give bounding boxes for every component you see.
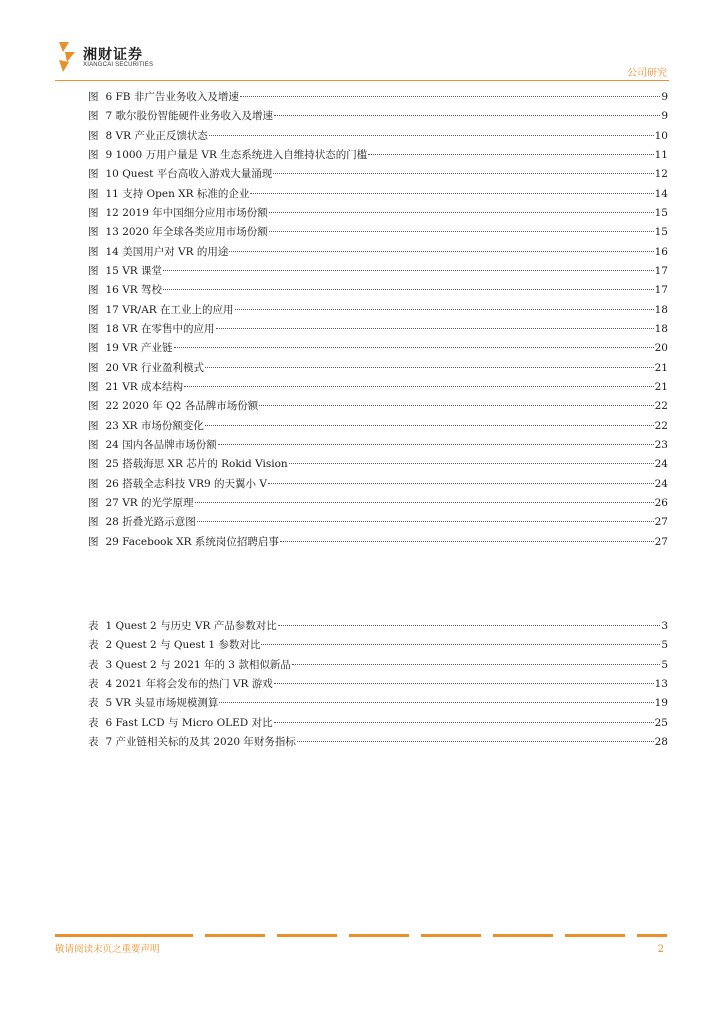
toc-entry[interactable] bbox=[88, 339, 668, 358]
toc-entry[interactable] bbox=[88, 185, 668, 204]
toc-entry[interactable] bbox=[88, 533, 668, 552]
entry-title: 10 Quest 平台高收入游戏大量涌现 bbox=[105, 168, 273, 181]
dot-leader bbox=[195, 502, 654, 503]
entry-prefix: 图 bbox=[88, 187, 99, 200]
entry-title: 28 折叠光路示意图 bbox=[105, 516, 196, 529]
entry-prefix: 图 bbox=[88, 91, 99, 103]
dot-leader bbox=[274, 722, 654, 723]
dot-leader bbox=[292, 664, 660, 665]
entry-page-number: 14 bbox=[654, 187, 668, 200]
entry-prefix: 图 bbox=[88, 264, 99, 277]
entry-page-number: 24 bbox=[654, 477, 668, 490]
entry-prefix: 图 bbox=[88, 110, 99, 123]
entry-page-number: 17 bbox=[654, 284, 668, 297]
footer-rule-segment bbox=[565, 934, 625, 937]
entry-page-number: 15 bbox=[654, 206, 668, 219]
toc-entry[interactable] bbox=[88, 675, 668, 694]
dot-leader bbox=[250, 193, 653, 194]
dot-leader bbox=[278, 625, 661, 626]
entry-title: 21 VR 成本结构 bbox=[105, 380, 184, 393]
entry-page-number: 21 bbox=[654, 380, 668, 393]
toc-entry[interactable] bbox=[88, 127, 668, 146]
dot-leader bbox=[174, 347, 654, 348]
page-number: 2 bbox=[657, 944, 664, 955]
footer-rule-segment bbox=[277, 934, 337, 937]
entry-page-number: 19 bbox=[654, 697, 668, 710]
dot-leader bbox=[261, 644, 660, 645]
entry-title: 14 美国用户对 VR 的用途 bbox=[105, 245, 229, 258]
entry-prefix: 图 bbox=[88, 400, 99, 413]
entry-prefix: 图 bbox=[88, 477, 99, 490]
entry-title: 25 搭载海思 XR 芯片的 Rokid Vision bbox=[105, 458, 288, 471]
entry-prefix: 图 bbox=[88, 361, 99, 374]
entry-prefix: 表 bbox=[88, 639, 99, 652]
entry-title: 17 VR/AR 在工业上的应用 bbox=[105, 303, 234, 316]
figure-list bbox=[88, 88, 668, 552]
entry-title: 15 VR 课堂 bbox=[105, 264, 163, 277]
dot-leader bbox=[274, 683, 654, 684]
entry-title: 6 Fast LCD 与 Micro OLED 对比 bbox=[105, 716, 273, 729]
entry-prefix: 图 bbox=[88, 380, 99, 393]
footer-rule-segment bbox=[349, 934, 409, 937]
entry-title: 11 支持 Open XR 标准的企业 bbox=[105, 187, 250, 200]
dot-leader bbox=[205, 425, 654, 426]
toc-entry[interactable] bbox=[88, 204, 668, 223]
entry-prefix: 图 bbox=[88, 458, 99, 471]
entry-page-number: 12 bbox=[654, 168, 668, 181]
toc-entry[interactable] bbox=[88, 397, 668, 416]
entry-title: 8 VR 产业正反馈状态 bbox=[105, 129, 208, 142]
entry-page-number: 28 bbox=[654, 735, 668, 748]
entry-page-number: 18 bbox=[654, 322, 668, 335]
footer-disclaimer: 敬请阅读末页之重要声明 bbox=[55, 944, 160, 955]
entry-title: 16 VR 驾校 bbox=[105, 284, 163, 297]
table-list bbox=[88, 617, 668, 752]
dot-leader bbox=[259, 405, 653, 406]
entry-page-number: 9 bbox=[661, 91, 668, 103]
toc-entry[interactable] bbox=[88, 107, 668, 126]
toc-entry[interactable] bbox=[88, 636, 668, 655]
entry-page-number: 27 bbox=[654, 535, 668, 548]
dot-leader bbox=[163, 289, 654, 290]
entry-prefix: 图 bbox=[88, 438, 99, 451]
toc-entry[interactable] bbox=[88, 378, 668, 397]
entry-title: 3 Quest 2 与 2021 年的 3 款相似新品 bbox=[105, 658, 291, 671]
toc-entry[interactable] bbox=[88, 281, 668, 300]
entry-title: 6 FB 非广告业务收入及增速 bbox=[105, 91, 239, 103]
entry-prefix: 图 bbox=[88, 535, 99, 548]
toc-entry[interactable] bbox=[88, 513, 668, 532]
toc-entry[interactable] bbox=[88, 88, 668, 107]
entry-prefix: 图 bbox=[88, 206, 99, 219]
dot-leader bbox=[205, 367, 654, 368]
footer-rule-segment bbox=[421, 934, 481, 937]
footer-rule-segment bbox=[205, 934, 265, 937]
entry-title: 29 Facebook XR 系统岗位招聘启事 bbox=[105, 535, 279, 548]
entry-page-number: 21 bbox=[654, 361, 668, 374]
entry-title: 2 Quest 2 与 Quest 1 参数对比 bbox=[105, 639, 261, 652]
entry-page-number: 26 bbox=[654, 496, 668, 509]
entry-title: 7 歌尔股份智能硬件业务收入及增速 bbox=[105, 110, 274, 123]
entry-title: 18 VR 在零售中的应用 bbox=[105, 322, 215, 335]
entry-prefix: 图 bbox=[88, 284, 99, 297]
toc-entry[interactable] bbox=[88, 262, 668, 281]
entry-prefix: 图 bbox=[88, 226, 99, 239]
entry-page-number: 27 bbox=[654, 516, 668, 529]
dot-leader bbox=[368, 154, 653, 155]
dot-leader bbox=[280, 541, 654, 542]
dot-leader bbox=[218, 444, 654, 445]
entry-page-number: 20 bbox=[654, 342, 668, 355]
entry-page-number: 11 bbox=[654, 148, 668, 161]
entry-page-number: 23 bbox=[654, 438, 668, 451]
entry-title: 26 搭载全志科技 VR9 的天翼小 V bbox=[105, 477, 267, 490]
entry-prefix: 图 bbox=[88, 496, 99, 509]
toc-entry[interactable] bbox=[88, 656, 668, 675]
toc-entry[interactable] bbox=[88, 436, 668, 455]
entry-prefix: 图 bbox=[88, 419, 99, 432]
entry-page-number: 25 bbox=[654, 716, 668, 729]
dot-leader bbox=[274, 115, 660, 116]
entry-title: 1 Quest 2 与历史 VR 产品参数对比 bbox=[105, 620, 277, 632]
toc-entry[interactable] bbox=[88, 320, 668, 339]
dot-leader bbox=[268, 483, 654, 484]
company-logo bbox=[55, 40, 195, 76]
dot-leader bbox=[240, 96, 660, 97]
entry-page-number: 24 bbox=[654, 458, 668, 471]
dot-leader bbox=[235, 309, 654, 310]
entry-prefix: 表 bbox=[88, 658, 99, 671]
toc-entry[interactable] bbox=[88, 301, 668, 320]
toc-entry[interactable] bbox=[88, 714, 668, 733]
entry-page-number: 22 bbox=[654, 400, 668, 413]
dot-leader bbox=[229, 251, 653, 252]
logo-english-name: XIANGCAI SECURITIES bbox=[83, 62, 154, 68]
toc-entry[interactable] bbox=[88, 455, 668, 474]
entry-title: 5 VR 头显市场规模测算 bbox=[105, 697, 219, 710]
entry-page-number: 13 bbox=[654, 677, 668, 690]
entry-page-number: 18 bbox=[654, 303, 668, 316]
entry-prefix: 图 bbox=[88, 129, 99, 142]
toc-entry[interactable] bbox=[88, 733, 668, 752]
toc-entry[interactable] bbox=[88, 694, 668, 713]
entry-page-number: 5 bbox=[661, 639, 668, 652]
entry-prefix: 表 bbox=[88, 716, 99, 729]
entry-title: 24 国内各品牌市场份额 bbox=[105, 438, 217, 451]
entry-title: 27 VR 的光学原理 bbox=[105, 496, 194, 509]
entry-page-number: 16 bbox=[654, 245, 668, 258]
entry-page-number: 10 bbox=[654, 129, 668, 142]
entry-prefix: 图 bbox=[88, 516, 99, 529]
entry-prefix: 表 bbox=[88, 620, 99, 632]
footer-rule-segment bbox=[637, 934, 667, 937]
toc-entry[interactable] bbox=[88, 359, 668, 378]
dot-leader bbox=[297, 741, 654, 742]
toc-entry[interactable] bbox=[88, 223, 668, 242]
dot-leader bbox=[289, 463, 654, 464]
entry-title: 19 VR 产业链 bbox=[105, 342, 173, 355]
entry-title: 12 2019 年中国细分应用市场份额 bbox=[105, 206, 268, 219]
dot-leader bbox=[209, 135, 654, 136]
dot-leader bbox=[269, 231, 654, 232]
dot-leader bbox=[197, 521, 654, 522]
entry-title: 20 VR 行业盈利模式 bbox=[105, 361, 205, 374]
logo-chinese-name: 湘财证券 bbox=[83, 47, 143, 63]
logo-mark-icon bbox=[55, 40, 79, 74]
entry-title: 22 2020 年 Q2 各品牌市场份额 bbox=[105, 400, 259, 413]
footer-rule-segment bbox=[55, 934, 193, 937]
entry-page-number: 3 bbox=[661, 620, 668, 632]
entry-prefix: 表 bbox=[88, 677, 99, 690]
entry-page-number: 15 bbox=[654, 226, 668, 239]
toc-entry[interactable] bbox=[88, 494, 668, 513]
toc-entry[interactable] bbox=[88, 165, 668, 184]
entry-prefix: 表 bbox=[88, 697, 99, 710]
entry-prefix: 图 bbox=[88, 148, 99, 161]
dot-leader bbox=[216, 328, 654, 329]
toc-entry[interactable] bbox=[88, 475, 668, 494]
entry-title: 7 产业链相关标的及其 2020 年财务指标 bbox=[105, 735, 296, 748]
dot-leader bbox=[163, 270, 654, 271]
entry-prefix: 图 bbox=[88, 303, 99, 316]
footer-divider bbox=[55, 934, 667, 937]
entry-title: 4 2021 年将会发布的热门 VR 游戏 bbox=[105, 677, 273, 690]
toc-entry[interactable] bbox=[88, 617, 668, 636]
toc-entry[interactable] bbox=[88, 243, 668, 262]
section-label: 公司研究 bbox=[627, 68, 667, 79]
entry-page-number: 22 bbox=[654, 419, 668, 432]
entry-prefix: 图 bbox=[88, 342, 99, 355]
toc-entry[interactable] bbox=[88, 417, 668, 436]
entry-title: 23 XR 市场份额变化 bbox=[105, 419, 204, 432]
dot-leader bbox=[273, 173, 653, 174]
dot-leader bbox=[219, 702, 653, 703]
entry-prefix: 图 bbox=[88, 322, 99, 335]
entry-page-number: 17 bbox=[654, 264, 668, 277]
dot-leader bbox=[184, 386, 654, 387]
dot-leader bbox=[269, 212, 654, 213]
entry-title: 9 1000 万用户量是 VR 生态系统进入自维持状态的门槛 bbox=[105, 148, 368, 161]
entry-prefix: 表 bbox=[88, 735, 99, 748]
header-divider bbox=[55, 80, 669, 81]
entry-title: 13 2020 年全球各类应用市场份额 bbox=[105, 226, 268, 239]
toc-entry[interactable] bbox=[88, 146, 668, 165]
entry-prefix: 图 bbox=[88, 245, 99, 258]
entry-page-number: 9 bbox=[661, 110, 668, 123]
entry-page-number: 5 bbox=[661, 658, 668, 671]
footer-rule-segment bbox=[493, 934, 553, 937]
entry-prefix: 图 bbox=[88, 168, 99, 181]
